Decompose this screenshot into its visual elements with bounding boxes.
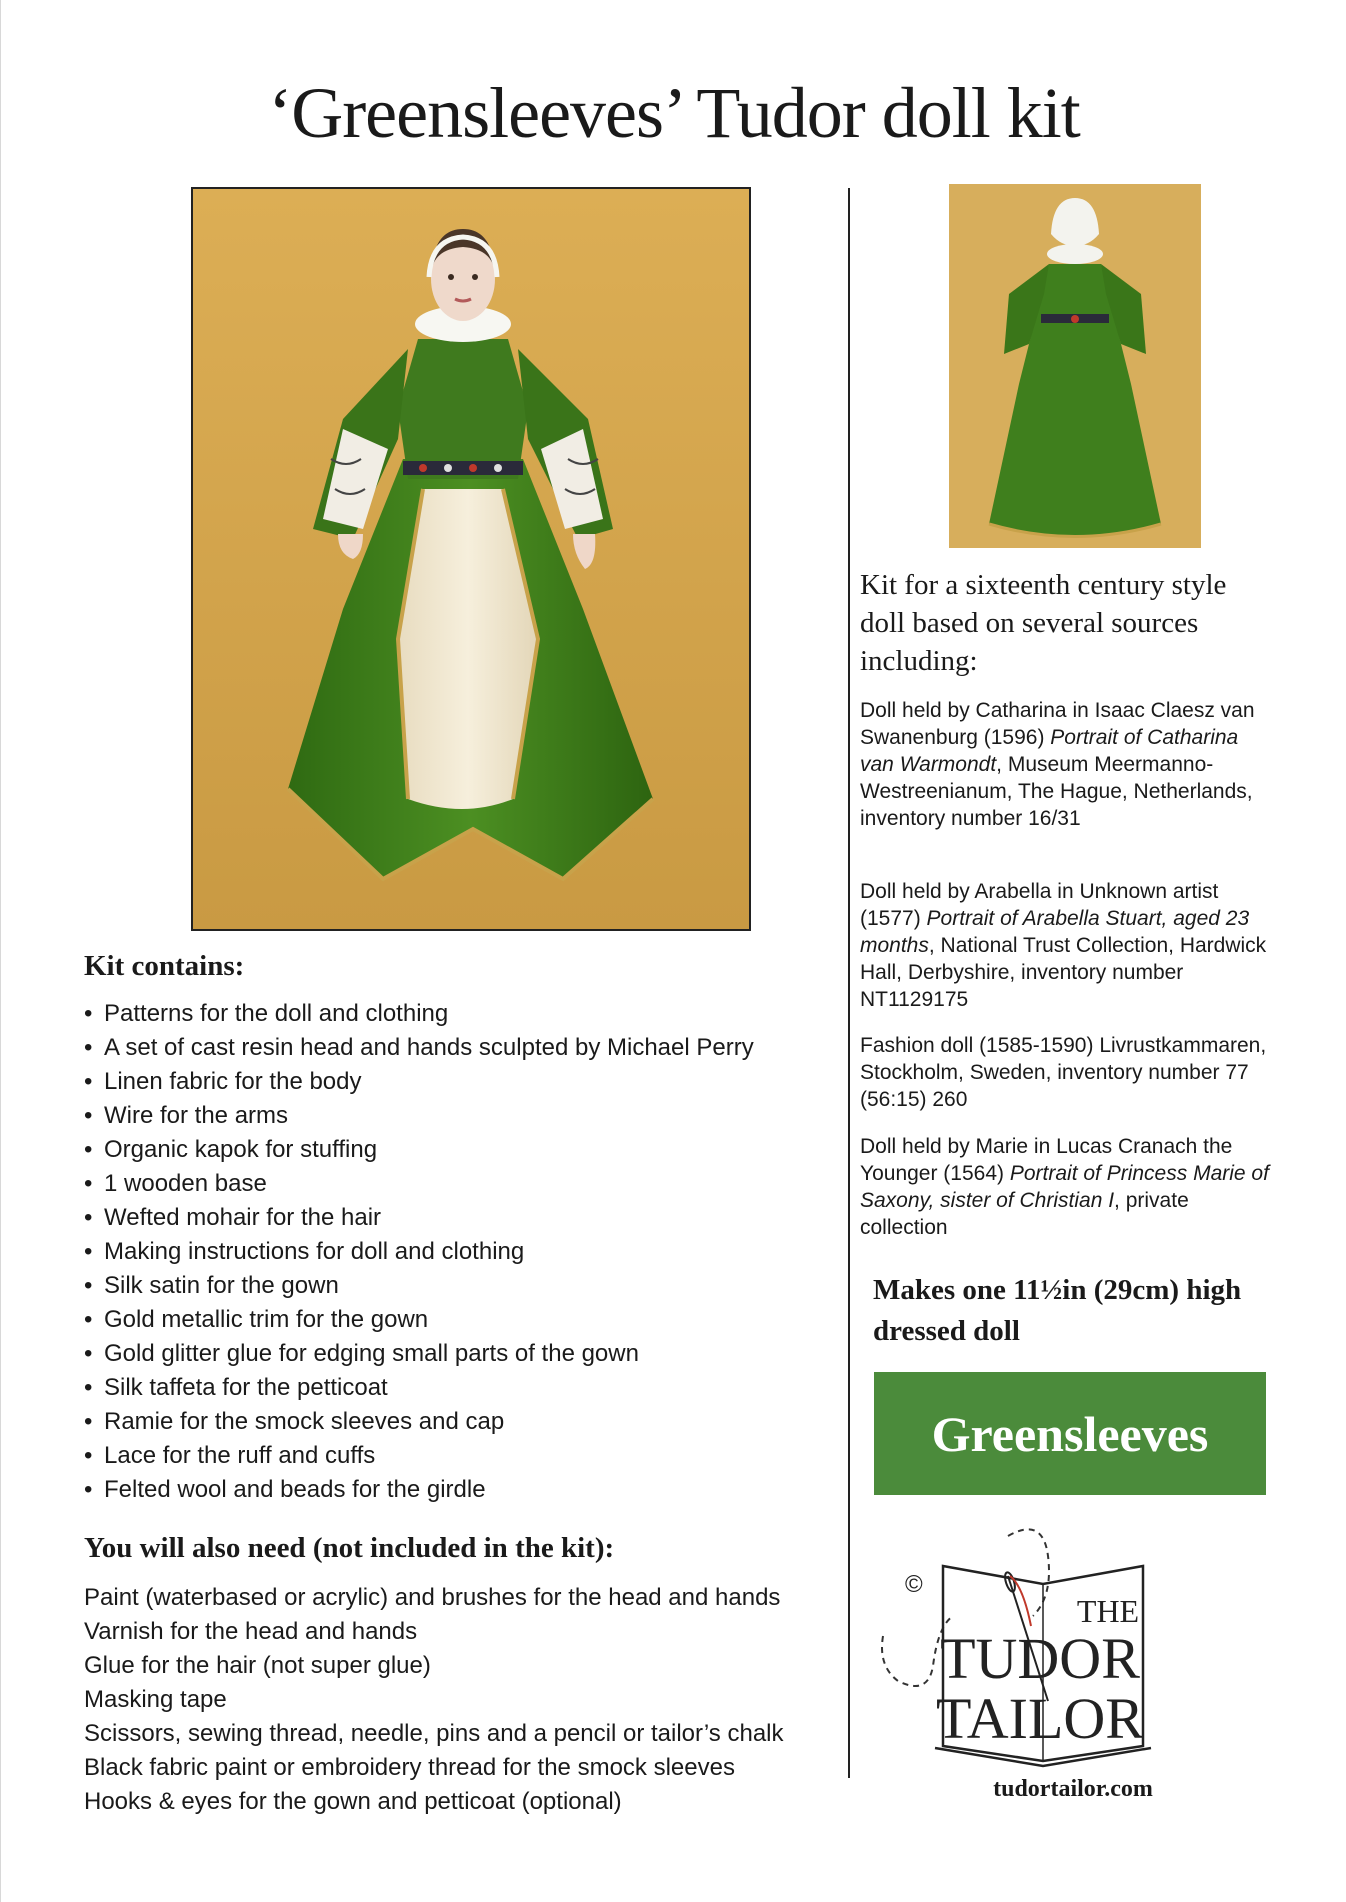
copyright-symbol: ©	[905, 1571, 923, 1598]
greensleeves-badge: Greensleeves	[874, 1372, 1266, 1495]
list-item: • Ramie for the smock sleeves and cap	[84, 1405, 754, 1439]
list-item: • Silk taffeta for the petticoat	[84, 1371, 754, 1405]
column-divider	[848, 188, 850, 1778]
list-item: Hooks & eyes for the gown and petticoat (optional)	[84, 1788, 622, 1815]
tudor-tailor-logo	[873, 1516, 1203, 1776]
logo-tailor: TAILOR	[936, 1686, 1144, 1751]
doll-back-illustration	[949, 184, 1201, 548]
list-item: • Linen fabric for the body	[84, 1065, 754, 1099]
logo-tudor: TUDOR	[940, 1626, 1140, 1691]
list-item: • Wire for the arms	[84, 1099, 754, 1133]
doll-front-illustration	[193, 189, 749, 929]
makes-statement: Makes one 11½in (29cm) high dressed doll	[873, 1274, 1242, 1347]
bullet: •	[84, 1136, 93, 1163]
list-item: • Organic kapok for stuffing	[84, 1133, 754, 1167]
bullet: •	[84, 1476, 93, 1503]
intro-text: Kit for a sixteenth century style doll based on several sources including:	[860, 569, 1227, 677]
list-item: • Lace for the ruff and cuffs	[84, 1439, 754, 1473]
source-entry: Doll held by Arabella in Unknown artist (1577) Portrait of Arabella Stuart, aged 23 months, National Trust Collection, Hardwick Hall, Derbyshire, inventory number NT1129175	[860, 880, 1267, 1011]
list-item: • Silk satin for the gown	[84, 1269, 754, 1303]
bullet: •	[84, 1170, 93, 1197]
page-title: ‘Greensleeves’ Tudor doll kit	[268, 73, 1080, 153]
website-link[interactable]: tudortailor.com	[993, 1776, 1153, 1802]
kit-contains-heading: Kit contains:	[84, 950, 245, 982]
kit-contains-list	[84, 997, 754, 1507]
logo-the: THE	[1076, 1593, 1140, 1629]
bullet: •	[84, 1408, 93, 1435]
also-need-list	[84, 1581, 784, 1819]
also-need-heading: You will also need (not included in the kit):	[84, 1532, 615, 1564]
doll-front-photo	[191, 187, 751, 931]
bullet: •	[84, 1238, 93, 1265]
list-item: Glue for the hair (not super glue)	[84, 1652, 431, 1679]
list-item: Scissors, sewing thread, needle, pins and a pencil or tailor’s chalk	[84, 1720, 784, 1747]
bullet: •	[84, 1306, 93, 1333]
list-item: Varnish for the head and hands	[84, 1618, 418, 1645]
list-item: • Felted wool and beads for the girdle	[84, 1473, 754, 1507]
bullet: •	[84, 1272, 93, 1299]
source-entry: Doll held by Marie in Lucas Cranach the Younger (1564) Portrait of Princess Marie of Saxony, sister of Christian I, private collection	[860, 1135, 1269, 1239]
doll-back-photo	[949, 184, 1201, 548]
list-item: • A set of cast resin head and hands sculpted by Michael Perry	[84, 1031, 754, 1065]
bullet: •	[84, 1374, 93, 1401]
bullet: •	[84, 1068, 93, 1095]
list-item: • Making instructions for doll and clothing	[84, 1235, 754, 1269]
list-item: Paint (waterbased or acrylic) and brushes for the head and hands	[84, 1584, 781, 1611]
source-entry: Fashion doll (1585-1590) Livrustkammaren, Stockholm, Sweden, inventory number 77 (56:15) 260	[860, 1034, 1267, 1111]
list-item: • Gold glitter glue for edging small parts of the gown	[84, 1337, 754, 1371]
bullet: •	[84, 1204, 93, 1231]
list-item: • Patterns for the doll and clothing	[84, 997, 754, 1031]
list-item: • 1 wooden base	[84, 1167, 754, 1201]
list-item: Masking tape	[84, 1686, 227, 1713]
list-item: • Gold metallic trim for the gown	[84, 1303, 754, 1337]
bullet: •	[84, 1034, 93, 1061]
list-item: Black fabric paint or embroidery thread for the smock sleeves	[84, 1754, 735, 1781]
bullet: •	[84, 1102, 93, 1129]
bullet: •	[84, 1000, 93, 1027]
bullet: •	[84, 1442, 93, 1469]
bullet: •	[84, 1340, 93, 1367]
source-entry: Doll held by Catharina in Isaac Claesz van Swanenburg (1596) Portrait of Catharina van Warmondt, Museum Meermanno-Westreenianum, The Hague, Netherlands, inventory number 16/31	[860, 699, 1255, 830]
list-item: • Wefted mohair for the hair	[84, 1201, 754, 1235]
